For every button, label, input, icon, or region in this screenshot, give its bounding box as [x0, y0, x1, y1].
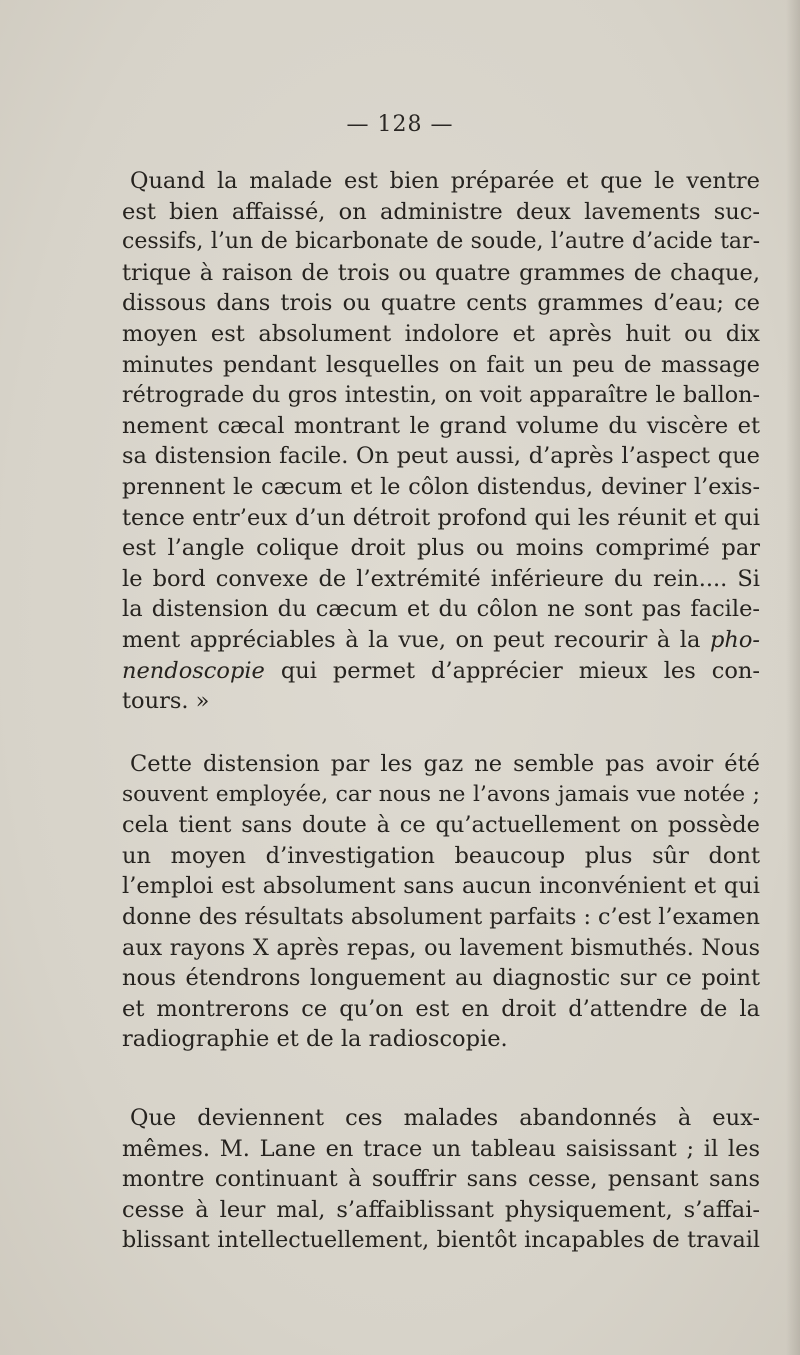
text-line: aux rayons X après repas, ou lavement bismuthés. Nous [122, 934, 760, 961]
text-line-segment: ment appréciables à la vue, on peut recourir à la [122, 626, 710, 653]
text-line: sa distension facile. On peut aussi, d’après l’aspect que [122, 443, 760, 470]
text-line [122, 656, 760, 687]
text-line: montre continuant à souffrir sans cesse, pensant sans [122, 1166, 760, 1193]
text-line [122, 625, 760, 656]
text-line: dissous dans trois ou quatre cents grammes d’eau; ce [122, 290, 760, 317]
text-line: cesse à leur mal, s’affaiblissant physiquement, s’affai- [122, 1196, 760, 1223]
text-line: le bord convexe de l’extrémité inférieure du rein.... Si [122, 565, 760, 592]
text-line: souvent employée, car nous ne l’avons jamais vue notée ; [122, 781, 760, 807]
text-line: radiographie et de la radioscopie. [122, 1026, 508, 1053]
text-line: moyen est absolument indolore et après huit ou dix [122, 320, 760, 347]
text-line: trique à raison de trois ou quatre grammes de chaque, [122, 259, 760, 286]
text-line: prennent le cæcum et le côlon distendus, deviner l’exis- [122, 473, 760, 500]
text-line: la distension du cæcum et du côlon ne sont pas facile- [122, 596, 760, 623]
paragraph-3 [122, 1103, 760, 1256]
text-line: minutes pendant lesquelles on fait un peu de massage [122, 351, 760, 378]
text-line: cessifs, l’un de bicarbonate de soude, l’autre d’acide tar- [122, 229, 760, 255]
text-line: blissant intellectuellement, bientôt incapables de travail [122, 1227, 760, 1254]
text-line-segment: qui permet d’apprécier mieux les con- [264, 657, 760, 684]
text-line: Que deviennent ces malades abandonnés à eux- [130, 1105, 760, 1131]
paragraph-2 [122, 749, 760, 1055]
text-line: Cette distension par les gaz ne semble pas avoir été [130, 751, 760, 777]
text-line: l’emploi est absolument sans aucun inconvénient et qui [122, 873, 760, 900]
italic-term: nendoscopie [122, 657, 265, 684]
text-line: et montrerons ce qu’on est en droit d’attendre de la [122, 995, 760, 1022]
text-line: rétrograde du gros intestin, on voit apparaître le ballon- [122, 382, 760, 409]
text-line: Quand la malade est bien préparée et que le ventre [130, 168, 760, 194]
text-line: est l’angle colique droit plus ou moins comprimé par [122, 535, 760, 562]
page-number: — 128 — [346, 112, 454, 137]
paragraph-1 [122, 166, 760, 717]
page-edge-shadow [786, 0, 800, 1355]
text-line: mêmes. M. Lane en trace un tableau saisissant ; il les [122, 1135, 760, 1162]
text-line: donne des résultats absolument parfaits : c’est l’examen [122, 903, 760, 930]
text-line: tours. » [122, 688, 210, 715]
text-line: cela tient sans doute à ce qu’actuellement on possède [122, 812, 760, 839]
text-line: nement cæcal montrant le grand volume du viscère et [122, 412, 760, 439]
text-line: tence entr’eux d’un détroit profond qui les réunit et qui [122, 504, 760, 531]
text-line: un moyen d’investigation beaucoup plus sûr dont [122, 842, 760, 869]
text-line: est bien affaissé, on administre deux lavements suc- [122, 198, 760, 225]
italic-term: pho- [709, 626, 760, 653]
text-line: nous étendrons longuement au diagnostic sur ce point [122, 965, 760, 992]
